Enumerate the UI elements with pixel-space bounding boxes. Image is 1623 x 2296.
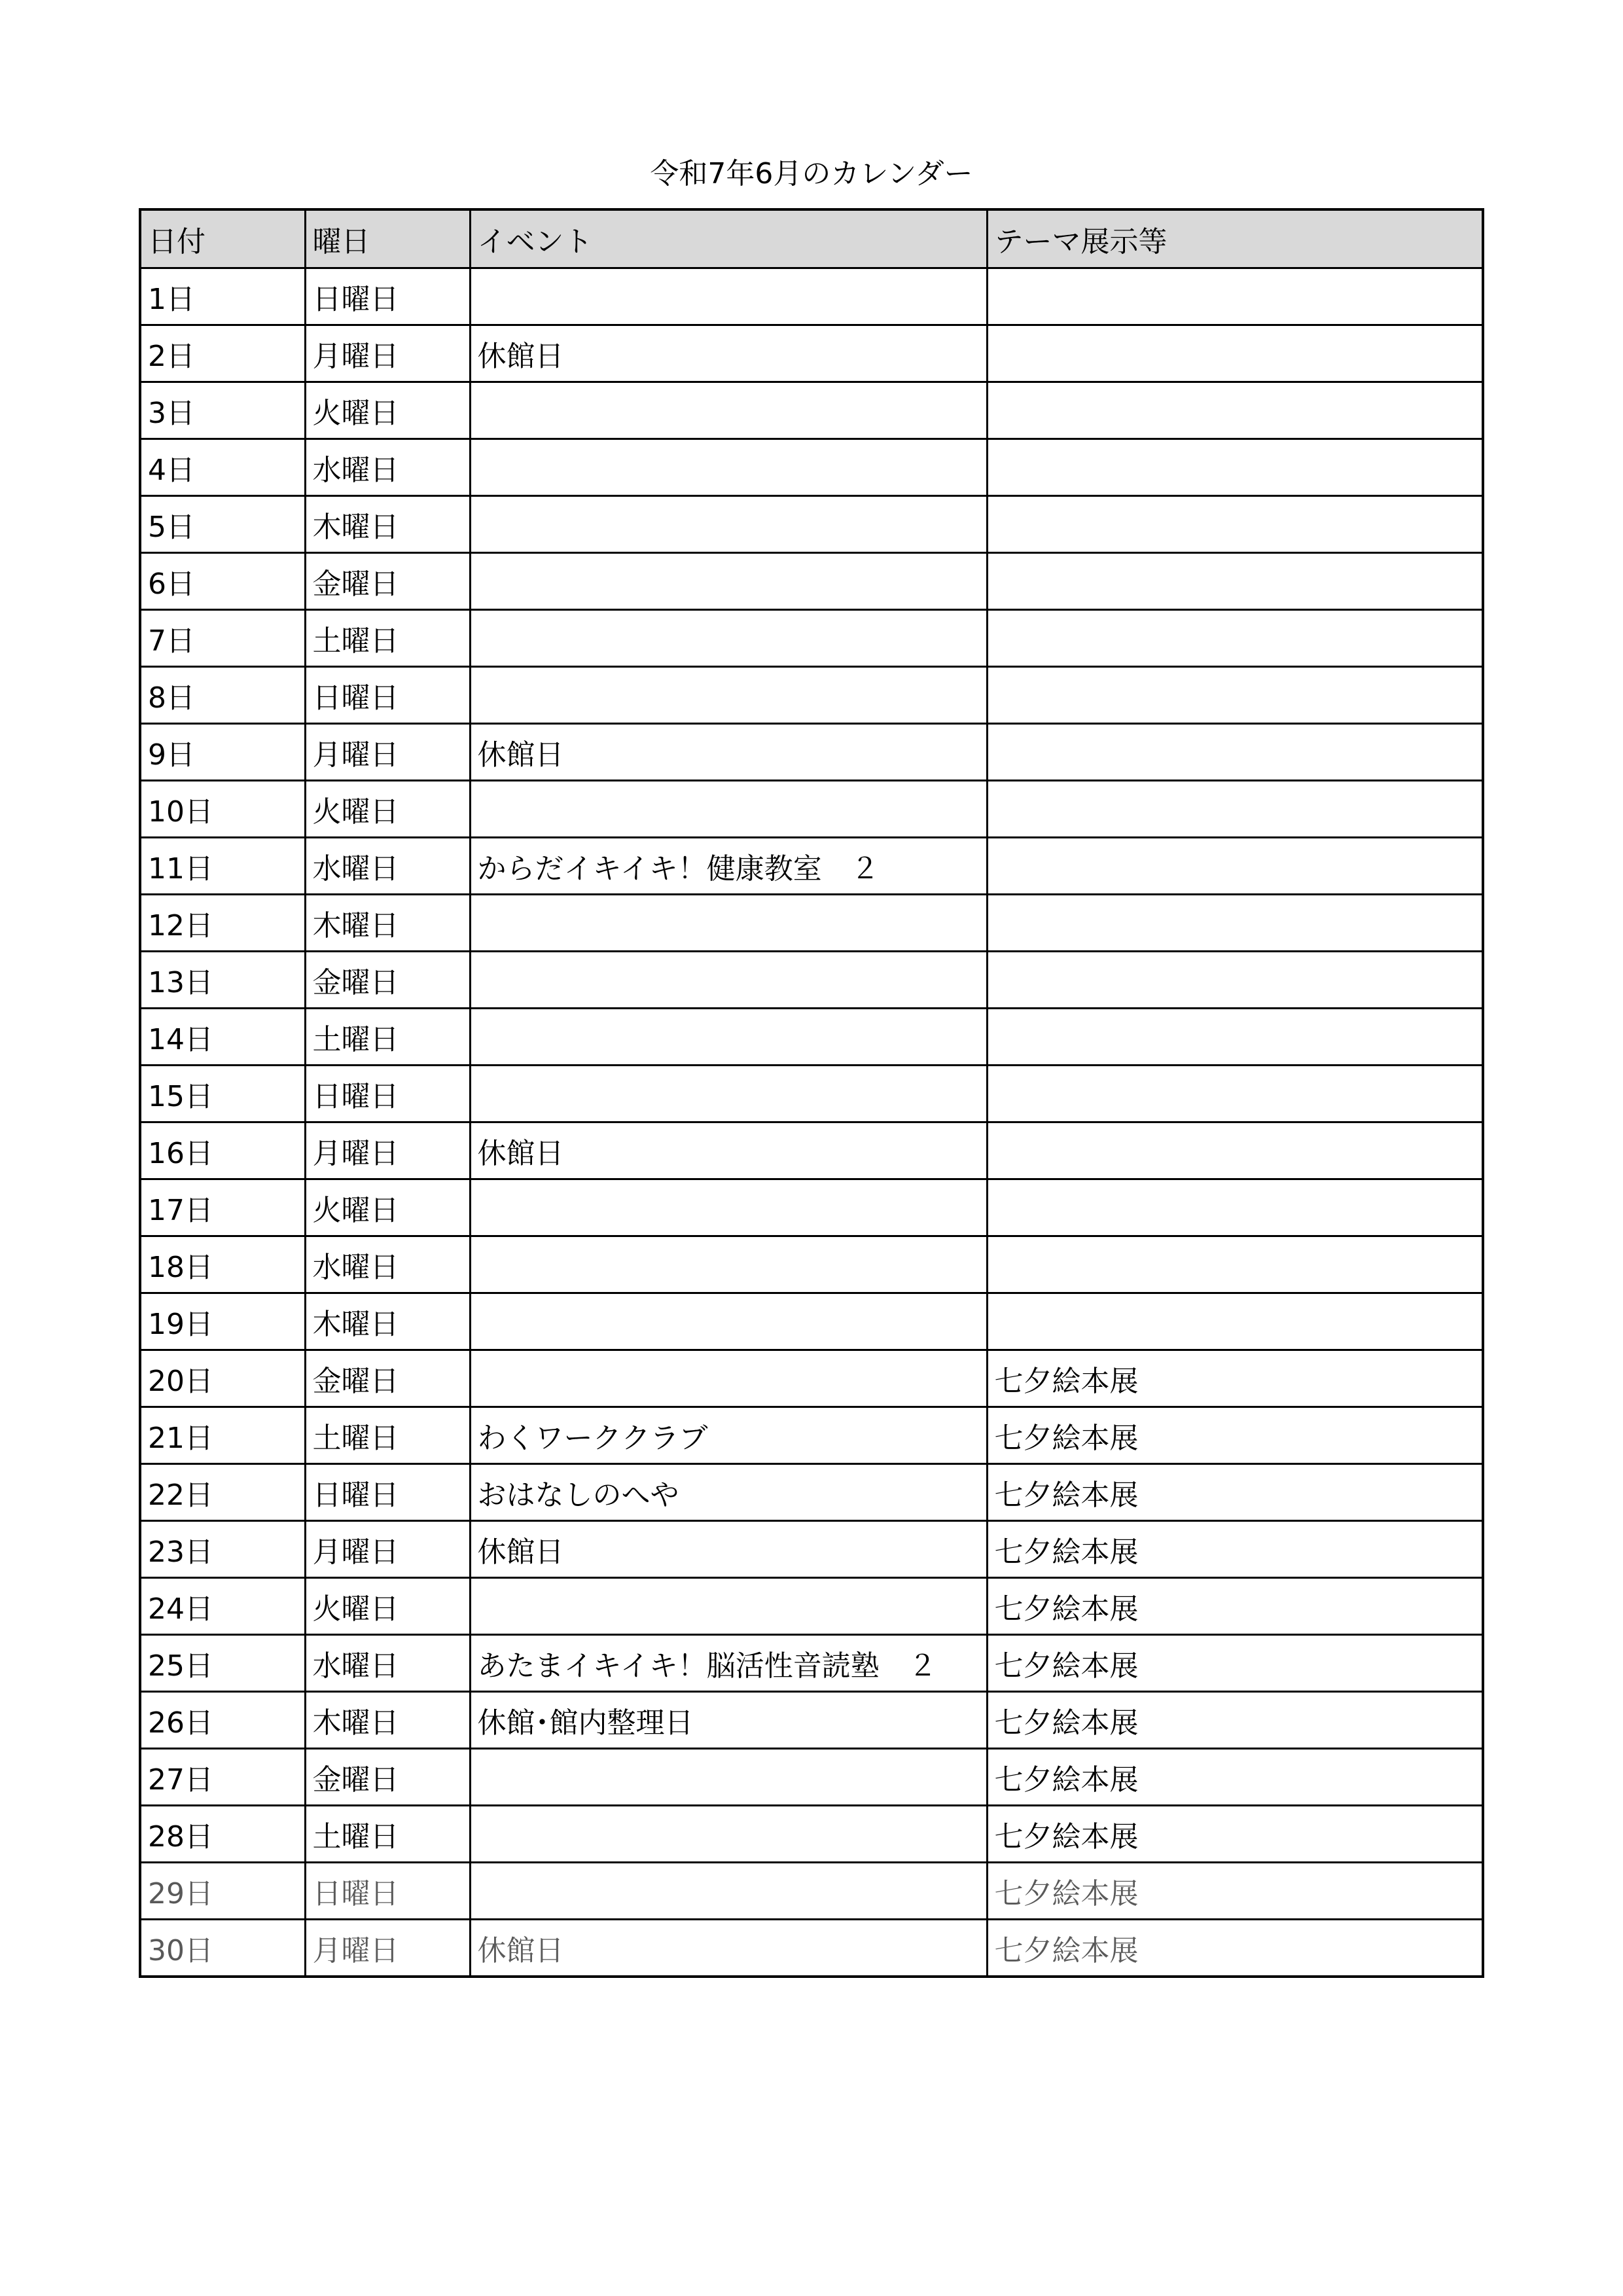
- cell-event: 休館･館内整理日: [470, 1692, 987, 1749]
- cell-weekday: 金曜日: [305, 1749, 470, 1806]
- cell-date: 11日: [140, 838, 305, 895]
- table-row: [140, 1521, 1483, 1578]
- cell-weekday: 金曜日: [305, 952, 470, 1009]
- cell-event: [470, 553, 987, 610]
- table-row: [140, 325, 1483, 382]
- cell-exhibit: 七夕絵本展: [987, 1692, 1483, 1749]
- cell-date: 23日: [140, 1521, 305, 1578]
- cell-weekday: 水曜日: [305, 1635, 470, 1692]
- cell-exhibit: 七夕絵本展: [987, 1635, 1483, 1692]
- table-row: [140, 1407, 1483, 1464]
- cell-date: 6日: [140, 553, 305, 610]
- cell-event: [470, 610, 987, 667]
- cell-date: 18日: [140, 1236, 305, 1293]
- cell-weekday: 月曜日: [305, 325, 470, 382]
- cell-exhibit: [987, 610, 1483, 667]
- cell-event: おはなしのへや: [470, 1464, 987, 1521]
- cell-weekday: 木曜日: [305, 895, 470, 952]
- cell-exhibit: [987, 382, 1483, 439]
- cell-exhibit: 七夕絵本展: [987, 1521, 1483, 1578]
- cell-weekday: 火曜日: [305, 1578, 470, 1635]
- table-row: [140, 439, 1483, 496]
- cell-date: 27日: [140, 1749, 305, 1806]
- cell-date: 25日: [140, 1635, 305, 1692]
- table-row: [140, 553, 1483, 610]
- table-row: [140, 610, 1483, 667]
- cell-date: 4日: [140, 439, 305, 496]
- cell-exhibit: [987, 325, 1483, 382]
- cell-exhibit: [987, 895, 1483, 952]
- cell-event: [470, 268, 987, 325]
- cell-weekday: 日曜日: [305, 1863, 470, 1920]
- header-event: イベント: [470, 209, 987, 268]
- cell-event: 休館日: [470, 325, 987, 382]
- cell-exhibit: [987, 1122, 1483, 1179]
- cell-event: [470, 382, 987, 439]
- cell-weekday: 月曜日: [305, 1521, 470, 1578]
- cell-date: 14日: [140, 1009, 305, 1066]
- cell-date: 19日: [140, 1293, 305, 1350]
- cell-weekday: 日曜日: [305, 268, 470, 325]
- cell-event: [470, 952, 987, 1009]
- table-row: [140, 1692, 1483, 1749]
- cell-weekday: 土曜日: [305, 1407, 470, 1464]
- table-row: [140, 1749, 1483, 1806]
- cell-weekday: 日曜日: [305, 667, 470, 724]
- table-row: [140, 781, 1483, 838]
- cell-event: [470, 895, 987, 952]
- cell-date: 13日: [140, 952, 305, 1009]
- cell-date: 10日: [140, 781, 305, 838]
- cell-exhibit: [987, 952, 1483, 1009]
- cell-event: 休館日: [470, 1122, 987, 1179]
- cell-date: 9日: [140, 724, 305, 781]
- cell-date: 7日: [140, 610, 305, 667]
- cell-date: 22日: [140, 1464, 305, 1521]
- cell-exhibit: [987, 553, 1483, 610]
- cell-weekday: 金曜日: [305, 553, 470, 610]
- table-row: [140, 1635, 1483, 1692]
- cell-exhibit: [987, 724, 1483, 781]
- header-weekday: 曜日: [305, 209, 470, 268]
- cell-event: わくワーククラブ: [470, 1407, 987, 1464]
- cell-event: 休館日: [470, 724, 987, 781]
- cell-date: 15日: [140, 1066, 305, 1122]
- table-row: [140, 1179, 1483, 1236]
- cell-date: 3日: [140, 382, 305, 439]
- cell-weekday: 水曜日: [305, 439, 470, 496]
- cell-exhibit: 七夕絵本展: [987, 1920, 1483, 1977]
- cell-weekday: 木曜日: [305, 1692, 470, 1749]
- cell-exhibit: 七夕絵本展: [987, 1464, 1483, 1521]
- cell-event: [470, 496, 987, 553]
- cell-date: 5日: [140, 496, 305, 553]
- table-row: [140, 838, 1483, 895]
- header-row: [140, 209, 1483, 268]
- table-row: [140, 1350, 1483, 1407]
- cell-date: 8日: [140, 667, 305, 724]
- cell-date: 17日: [140, 1179, 305, 1236]
- table-row: [140, 667, 1483, 724]
- table-row: [140, 724, 1483, 781]
- cell-weekday: 日曜日: [305, 1066, 470, 1122]
- cell-exhibit: [987, 1009, 1483, 1066]
- table-row: [140, 1578, 1483, 1635]
- table-row: [140, 1293, 1483, 1350]
- table-row: [140, 1863, 1483, 1920]
- table-row: [140, 1122, 1483, 1179]
- cell-exhibit: [987, 1236, 1483, 1293]
- cell-weekday: 土曜日: [305, 1009, 470, 1066]
- calendar-table: [139, 208, 1484, 1978]
- cell-weekday: 水曜日: [305, 838, 470, 895]
- cell-event: [470, 1806, 987, 1863]
- cell-weekday: 木曜日: [305, 496, 470, 553]
- cell-exhibit: 七夕絵本展: [987, 1806, 1483, 1863]
- cell-exhibit: [987, 838, 1483, 895]
- cell-weekday: 月曜日: [305, 1920, 470, 1977]
- cell-event: [470, 1749, 987, 1806]
- cell-event: あたまイキイキ！脳活性音読塾 ２: [470, 1635, 987, 1692]
- cell-event: 休館日: [470, 1521, 987, 1578]
- cell-event: [470, 439, 987, 496]
- cell-weekday: 土曜日: [305, 610, 470, 667]
- table-row: [140, 1920, 1483, 1977]
- cell-date: 26日: [140, 1692, 305, 1749]
- cell-weekday: 火曜日: [305, 1179, 470, 1236]
- cell-exhibit: 七夕絵本展: [987, 1407, 1483, 1464]
- cell-exhibit: [987, 1293, 1483, 1350]
- table-row: [140, 1464, 1483, 1521]
- cell-date: 30日: [140, 1920, 305, 1977]
- cell-date: 16日: [140, 1122, 305, 1179]
- header-exhibit: テーマ展示等: [987, 209, 1483, 268]
- cell-event: [470, 781, 987, 838]
- cell-event: 休館日: [470, 1920, 987, 1977]
- cell-exhibit: [987, 1179, 1483, 1236]
- cell-weekday: 水曜日: [305, 1236, 470, 1293]
- cell-exhibit: [987, 268, 1483, 325]
- cell-exhibit: 七夕絵本展: [987, 1863, 1483, 1920]
- cell-event: [470, 1179, 987, 1236]
- cell-date: 12日: [140, 895, 305, 952]
- cell-event: [470, 1236, 987, 1293]
- calendar-body: [140, 268, 1483, 1977]
- cell-exhibit: [987, 667, 1483, 724]
- cell-weekday: 金曜日: [305, 1350, 470, 1407]
- header-date: 日付: [140, 209, 305, 268]
- table-row: [140, 1066, 1483, 1122]
- table-row: [140, 382, 1483, 439]
- cell-weekday: 火曜日: [305, 781, 470, 838]
- cell-exhibit: [987, 439, 1483, 496]
- cell-event: [470, 667, 987, 724]
- table-row: [140, 1009, 1483, 1066]
- table-row: [140, 268, 1483, 325]
- cell-event: [470, 1066, 987, 1122]
- cell-event: [470, 1578, 987, 1635]
- cell-weekday: 火曜日: [305, 382, 470, 439]
- cell-event: [470, 1350, 987, 1407]
- page-title: 令和7年6月のカレンダー: [650, 157, 973, 190]
- cell-date: 2日: [140, 325, 305, 382]
- table-row: [140, 1236, 1483, 1293]
- cell-exhibit: [987, 496, 1483, 553]
- cell-weekday: 月曜日: [305, 1122, 470, 1179]
- table-row: [140, 1806, 1483, 1863]
- cell-date: 20日: [140, 1350, 305, 1407]
- table-row: [140, 895, 1483, 952]
- table-row: [140, 952, 1483, 1009]
- cell-date: 28日: [140, 1806, 305, 1863]
- cell-weekday: 日曜日: [305, 1464, 470, 1521]
- cell-weekday: 木曜日: [305, 1293, 470, 1350]
- cell-exhibit: 七夕絵本展: [987, 1578, 1483, 1635]
- cell-event: [470, 1009, 987, 1066]
- cell-weekday: 土曜日: [305, 1806, 470, 1863]
- cell-exhibit: [987, 781, 1483, 838]
- cell-date: 21日: [140, 1407, 305, 1464]
- table-row: [140, 496, 1483, 553]
- cell-exhibit: 七夕絵本展: [987, 1350, 1483, 1407]
- cell-weekday: 月曜日: [305, 724, 470, 781]
- cell-event: [470, 1863, 987, 1920]
- cell-exhibit: 七夕絵本展: [987, 1749, 1483, 1806]
- cell-date: 24日: [140, 1578, 305, 1635]
- cell-date: 29日: [140, 1863, 305, 1920]
- cell-event: からだイキイキ！健康教室 ２: [470, 838, 987, 895]
- cell-exhibit: [987, 1066, 1483, 1122]
- cell-date: 1日: [140, 268, 305, 325]
- cell-event: [470, 1293, 987, 1350]
